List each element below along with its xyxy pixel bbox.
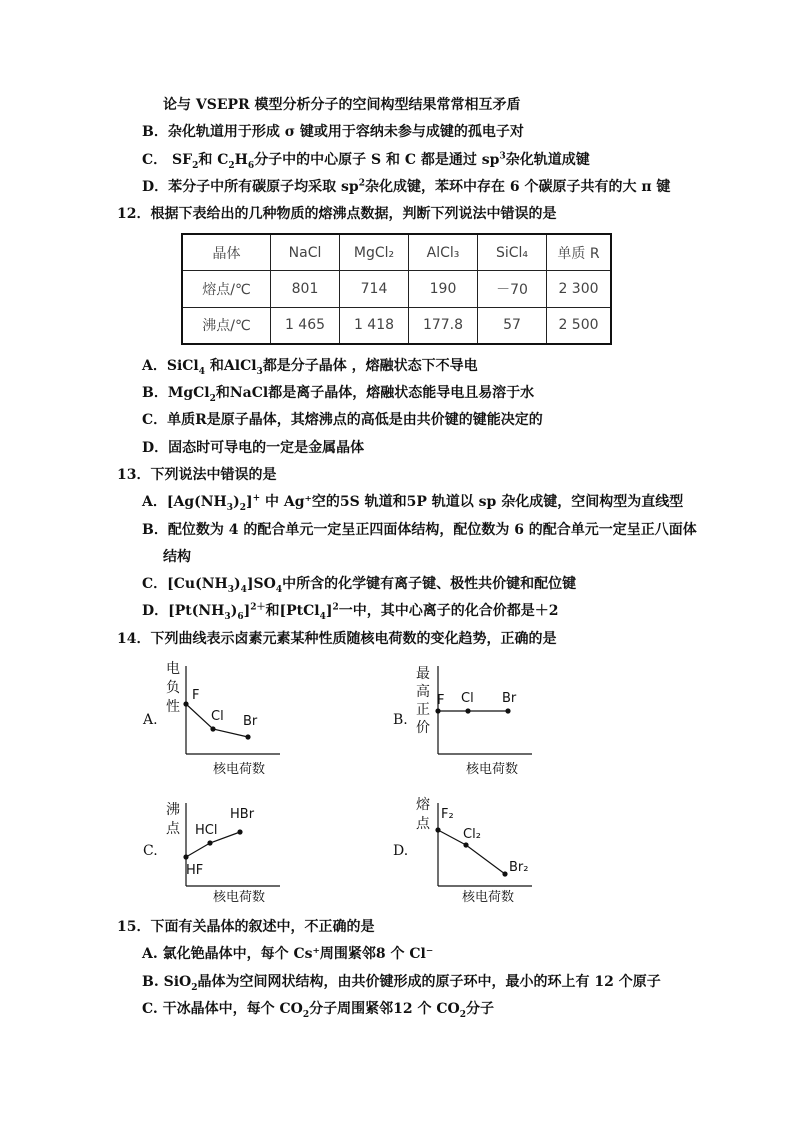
paren: ) bbox=[230, 603, 238, 619]
melting-boiling-table bbox=[181, 233, 612, 345]
graph-d-point-br2 bbox=[502, 871, 507, 876]
q11-c-mid: 和 C bbox=[198, 152, 229, 168]
q12-a-pre: A．SiCl bbox=[142, 358, 199, 374]
graph-a-ylabel-3: 性 bbox=[166, 699, 180, 715]
sub: 2 bbox=[192, 160, 199, 171]
q11-d-pre: D．苯分子中所有碳原子均采取 sp bbox=[142, 179, 359, 195]
graph-d-label-br2: Br₂ bbox=[509, 860, 529, 875]
graph-a-label-cl: Cl bbox=[211, 709, 224, 724]
graph-d-letter: D. bbox=[393, 843, 409, 859]
q11-option-d bbox=[142, 178, 670, 196]
q13-a-pre: A．[Ag(NH bbox=[142, 494, 227, 510]
q13-option-d bbox=[142, 602, 558, 620]
table-cell: 2 300 bbox=[547, 271, 612, 307]
q13-a-mid: ) bbox=[233, 494, 240, 510]
table-cell: 沸点/℃ bbox=[182, 307, 271, 344]
graph-c-point-hbr bbox=[237, 829, 242, 834]
graph-b-point-cl bbox=[465, 708, 470, 713]
q11-c-pre: C． SF bbox=[142, 152, 193, 168]
graph-d-xlabel: 核电荷数 bbox=[462, 890, 515, 905]
q11-d-post: 杂化成键，苯环中存在 6 个碳原子共有的大 π 键 bbox=[364, 179, 671, 195]
graph-a-xlabel: 核电荷数 bbox=[213, 762, 266, 777]
table-header-cell: MgCl₂ bbox=[340, 234, 409, 271]
q14-stem: 14．下列曲线表示卤素元素某种性质随核电荷数的变化趋势，正确的是 bbox=[117, 631, 557, 647]
q11-option-c bbox=[142, 151, 590, 169]
table-cell: 190 bbox=[409, 271, 478, 307]
table-cell: 801 bbox=[271, 271, 340, 307]
q12-a-mid: 和AlCl bbox=[205, 358, 257, 374]
graph-c-label-hbr: HBr bbox=[230, 807, 255, 822]
graph-d-ylabel-1: 熔 bbox=[416, 797, 430, 813]
q12-option-d: D．固态时可导电的一定是金属晶体 bbox=[142, 440, 365, 456]
sub: 6 bbox=[247, 160, 255, 171]
q13-option-c bbox=[142, 575, 576, 593]
sup: + bbox=[252, 493, 261, 504]
q12-stem: 12．根据下表给出的几种物质的熔沸点数据，判断下列说法中错误的是 bbox=[117, 206, 557, 222]
graph-d-label-cl2: Cl₂ bbox=[463, 827, 481, 842]
graph-c-xlabel: 核电荷数 bbox=[213, 890, 266, 905]
graph-d-point-f2 bbox=[435, 827, 440, 832]
graph-c-ylabel-2: 点 bbox=[166, 821, 180, 837]
q15-option-c bbox=[142, 1000, 494, 1018]
q13-option-b-cont: 结构 bbox=[163, 549, 191, 565]
graph-a-plot bbox=[180, 660, 290, 760]
bracket: ] bbox=[246, 576, 254, 592]
h-letter: H bbox=[234, 152, 248, 168]
q15-c-post: 分子 bbox=[465, 1001, 494, 1017]
q11-cont-line: 论与 VSEPR 模型分析分子的空间构型结果常常相互矛盾 bbox=[163, 97, 521, 113]
table-cell: 57 bbox=[478, 307, 547, 344]
table-header-cell: 晶体 bbox=[182, 234, 271, 271]
graph-b-xlabel: 核电荷数 bbox=[466, 762, 519, 777]
graph-c-label-hf: HF bbox=[186, 863, 204, 878]
sup: 2 bbox=[332, 602, 339, 613]
table-header-cell: AlCl₃ bbox=[409, 234, 478, 271]
q15-option-a: A. 氯化铯晶体中，每个 Cs⁺周围紧邻8 个 Cl⁻ bbox=[142, 946, 434, 962]
sub: 2 bbox=[209, 393, 216, 404]
bracket: ] bbox=[245, 494, 253, 510]
q11-c-mid2: 分子中的中心原子 S 和 C 都是通过 sp bbox=[254, 152, 500, 168]
q11-option-b: B．杂化轨道用于形成 σ 键或用于容纳未参与成键的孤电子对 bbox=[142, 124, 524, 140]
graph-b-label-f: F bbox=[437, 693, 445, 708]
table-row bbox=[182, 307, 611, 344]
q13-option-b: B．配位数为 4 的配合单元一定呈正四面体结构，配位数为 6 的配合单元一定呈正八面体 bbox=[142, 522, 697, 538]
bracket: ] bbox=[325, 603, 333, 619]
q12-option-a bbox=[142, 357, 478, 375]
table-cell: 714 bbox=[340, 271, 409, 307]
q13-d-mid: ] bbox=[243, 603, 251, 619]
graph-b-ylabel-1: 最 bbox=[416, 666, 430, 682]
graph-a-point-br bbox=[245, 734, 250, 739]
graph-a-label-f: F bbox=[192, 688, 200, 703]
graph-a-letter: A. bbox=[143, 712, 158, 728]
graph-b-ylabel-2: 高 bbox=[416, 684, 430, 700]
graph-c-label-hcl: HCl bbox=[195, 823, 218, 838]
sub: 3 bbox=[226, 502, 234, 513]
graph-a-ylabel-1: 电 bbox=[166, 661, 180, 677]
graph-a-point-cl bbox=[210, 726, 215, 731]
sub: 2 bbox=[239, 502, 246, 513]
table-header-cell: 单质 R bbox=[547, 234, 612, 271]
table-cell: 1 418 bbox=[340, 307, 409, 344]
graph-b-ylabel-4: 价 bbox=[416, 720, 430, 736]
table-header-cell: NaCl bbox=[271, 234, 340, 271]
graph-d-ylabel-2: 点 bbox=[416, 816, 430, 832]
q12-a-post: 都是分子晶体 ，熔融状态下不导电 bbox=[262, 358, 478, 374]
table-cell: 2 500 bbox=[547, 307, 612, 344]
graph-c-point-hf bbox=[183, 854, 188, 859]
q13-c-post2: 中所含的化学键有离子键、极性共价键和配位键 bbox=[282, 576, 577, 592]
q13-stem: 13．下列说法中错误的是 bbox=[117, 467, 277, 483]
q12-b-post: 和NaCl都是离子晶体，熔融状态能导电且易溶于水 bbox=[215, 385, 535, 401]
graph-b-point-br bbox=[505, 708, 510, 713]
q12-b-pre: B．MgCl bbox=[142, 385, 210, 401]
q13-a-post: 中 Ag⁺空的5S 轨道和5P 轨道以 sp 杂化成键，空间构型为直线型 bbox=[260, 494, 684, 510]
q15-c-pre: C. 干冰晶体中，每个 CO bbox=[142, 1001, 303, 1017]
graph-b-ylabel-3: 正 bbox=[416, 702, 430, 718]
q11-c-post: 杂化轨道成键 bbox=[505, 152, 590, 168]
sub: 3 bbox=[224, 611, 231, 622]
sub: 6 bbox=[237, 611, 244, 622]
table-header-row bbox=[182, 234, 611, 271]
sub: 4 bbox=[240, 584, 247, 595]
graph-b-point-f bbox=[435, 708, 440, 713]
paren: ) bbox=[234, 576, 241, 592]
q12-option-b bbox=[142, 384, 534, 402]
table-cell: 177.8 bbox=[409, 307, 478, 344]
q15-b-post: 晶体为空间网状结构，由共价键形成的原子环中，最小的环上有 12 个原子 bbox=[197, 974, 661, 990]
graph-d-point-cl2 bbox=[463, 842, 468, 847]
q15-option-b bbox=[142, 973, 661, 991]
sup: 3 bbox=[499, 151, 506, 162]
sup: 2＋ bbox=[250, 602, 266, 613]
sub: 4 bbox=[319, 611, 326, 622]
graph-a-ylabel-2: 负 bbox=[166, 680, 180, 696]
q12-option-c: C．单质R是原子晶体，其熔沸点的高低是由共价键的键能决定的 bbox=[142, 412, 543, 428]
graph-a-point-f bbox=[183, 701, 188, 706]
table-row bbox=[182, 271, 611, 307]
graph-a-label-br: Br bbox=[243, 714, 258, 729]
sub: 4 bbox=[275, 584, 283, 595]
graph-d-label-f2: F₂ bbox=[441, 807, 454, 822]
q13-d-mid2: 和[PtCl bbox=[265, 603, 320, 619]
graph-c-letter: C. bbox=[143, 843, 158, 859]
graph-b-letter: B. bbox=[393, 712, 408, 728]
sub: 2 bbox=[459, 1009, 466, 1020]
table-cell: 1 465 bbox=[271, 307, 340, 344]
sub: 2 bbox=[302, 1009, 310, 1020]
q13-d-post: 一中，其中心离子的化合价都是＋2 bbox=[338, 603, 559, 619]
q13-c-pre: C．[Cu(NH bbox=[142, 576, 228, 592]
q15-stem: 15．下面有关晶体的叙述中，不正确的是 bbox=[117, 919, 375, 935]
graph-c-point-hcl bbox=[207, 840, 212, 845]
table-cell: 熔点/℃ bbox=[182, 271, 271, 307]
graph-b-label-br: Br bbox=[502, 691, 517, 706]
sub: 2 bbox=[228, 160, 235, 171]
sub: 2 bbox=[191, 982, 198, 993]
sup: 2 bbox=[358, 178, 365, 189]
sub: 3 bbox=[256, 366, 263, 377]
sub: 3 bbox=[227, 584, 235, 595]
graph-c-ylabel-1: 沸 bbox=[166, 802, 180, 818]
table-header-cell: SiCl₄ bbox=[478, 234, 547, 271]
graph-b-label-cl: Cl bbox=[461, 691, 474, 706]
q13-d-pre: D．[Pt(NH bbox=[142, 603, 225, 619]
table-cell: －70 bbox=[478, 271, 547, 307]
q13-option-a bbox=[142, 493, 683, 511]
q15-c-mid: 分子周围紧邻12 个 CO bbox=[309, 1001, 460, 1017]
sub: 4 bbox=[198, 366, 206, 377]
graph-b-plot bbox=[432, 660, 542, 760]
q13-c-post: SO bbox=[253, 576, 276, 592]
q15-b-pre: B. SiO bbox=[142, 974, 192, 990]
